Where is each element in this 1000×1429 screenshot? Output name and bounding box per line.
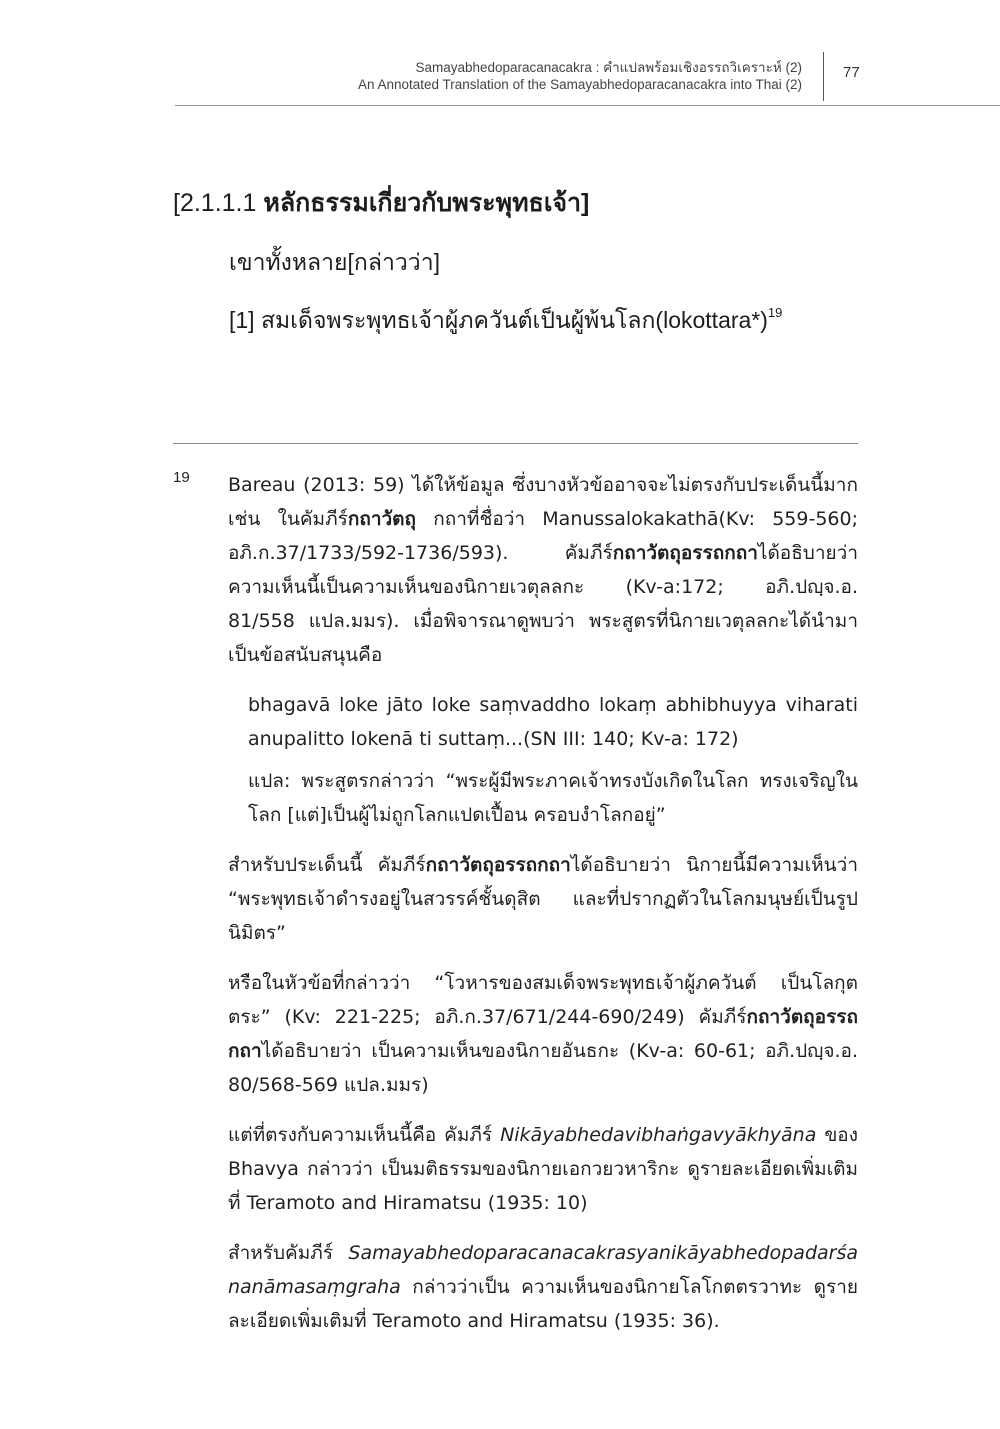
footnote-separator — [173, 443, 858, 444]
fn-p1-work-title-a: กถาวัตถุ — [347, 508, 417, 530]
fn-p3-text-c: ได้อธิบายว่า เป็นความเห็นของนิกายอันธกะ (Kv-a: 60-61; อภิ.ปญฺจ.อ. 80/568-569 แปล.มมร) — [228, 1040, 858, 1096]
fn-p3-text-a: หรือในหัวข้อที่กล่าวว่า “โวหารของสมเด็จพระพุทธเจ้าผู้ภควันต์ เป็นโลกุตตระ” (Kv: 221-225; อภิ.ก.37/671/244-690/249) คัมภีร์ — [228, 972, 858, 1028]
page-number: 77 — [843, 64, 860, 81]
fn-p5-text-c: กล่าวว่าเป็น ความเห็นของนิกายโลโกตตรวาทะ ดูรายละเอียดเพิ่มเติมที่ Teramoto and Hiramatsu (1935: 36). — [228, 1276, 858, 1332]
footnote-body — [228, 468, 858, 1354]
footnote-paragraph-5 — [228, 1236, 858, 1338]
fn-p5-work-title: Samayabhedoparacanacakrasyanikāyabhedopadarśananāmasaṃgraha — [228, 1242, 858, 1298]
header-divider-vertical — [823, 52, 824, 101]
fn-p1-text-c: กถาที่ชื่อว่า Manussalokakathā(Kv: 559-560; อภิ.ก.37/1733/592-1736/593). คัมภีร์ — [228, 508, 858, 564]
fn-p2-work-title: กถาวัตถุอรรถกถา — [425, 854, 571, 876]
fn-p2-text-c: ได้อธิบายว่า นิกายนี้มีความเห็นว่า “พระพุทธเจ้าดำรงอยู่ในสวรรค์ชั้นดุสิต และที่ปรากฏตัวในโลกมนุษย์เป็นรูปนิมิตร” — [228, 854, 858, 944]
pali-quotation: bhagavā loke jāto loke saṃvaddho lokaṃ abhibhuyya viharati anupalitto lokenā ti suttaṃ...(SN III: 140; Kv-a: 172) — [248, 694, 858, 750]
doctrine-item-1 — [229, 303, 782, 339]
running-title-thai: Samayabhedoparacanacakra : คำแปลพร้อมเชิงอรรถวิเคราะห์ (2) — [415, 60, 802, 75]
section-intro: เขาทั้งหลาย[กล่าวว่า] — [229, 249, 440, 275]
running-title-english: An Annotated Translation of the Samayabhedoparacanacakra into Thai (2) — [357, 77, 802, 92]
fn-p4-text-a: แต่ที่ตรงกับความเห็นนี้คือ คัมภีร์ — [228, 1124, 501, 1146]
fn-p2-text-a: สำหรับประเด็นนี้ คัมภีร์ — [228, 854, 426, 876]
fn-p4-work-title: Nikāyabhedavibhaṅgavyākhyāna — [500, 1124, 817, 1146]
fn-p1-text-a: Bareau (2013: 59) ได้ให้ข้อมูล ซึ่งบางหัวข้ออาจจะไม่ตรงกับประเด็นนี้มาก เช่น ในคัมภีร์ — [228, 474, 858, 530]
running-header — [0, 0, 1000, 106]
footnote-paragraph-4 — [228, 1118, 858, 1220]
section-title: หลักธรรมเกี่ยวกับพระพุทธเจ้า] — [263, 189, 590, 217]
doctrine-item-1-text: [1] สมเด็จพระพุทธเจ้าผู้ภควันต์เป็นผู้พ้นโลก(lokottara*) — [229, 307, 768, 333]
fn-p3-work-title: กถาวัตถุอรรถกถา — [228, 1006, 858, 1062]
fn-p5-text-a: สำหรับคัมภีร์ — [228, 1242, 349, 1264]
footnote-paragraph-3 — [228, 966, 858, 1102]
running-title — [358, 59, 802, 93]
header-divider-horizontal — [175, 105, 1000, 106]
section-heading — [173, 183, 589, 223]
fn-p1-work-title-b: กถาวัตถุอรรถกถา — [612, 542, 758, 564]
footnote-number: 19 — [173, 469, 190, 486]
fn-p4-text-c: ของ Bhavya กล่าวว่า เป็นมติธรรมของนิกายเอกวยวหาริกะ ดูรายละเอียดเพิ่มเติมที่ Teramoto and Hiramatsu (1935: 10) — [228, 1124, 858, 1214]
footnote-paragraph-1 — [228, 468, 858, 672]
footnote-paragraph-2 — [228, 848, 858, 950]
quotation-translation: แปล: พระสูตรกล่าวว่า “พระผู้มีพระภาคเจ้าทรงบังเกิดในโลก ทรงเจริญในโลก [แต่]เป็นผู้ไม่ถูกโลกแปดเปื้อน ครอบงำโลกอยู่” — [248, 770, 858, 826]
footnote-reference[interactable]: 19 — [767, 305, 783, 320]
section-number: [2.1.1.1 — [173, 189, 257, 217]
fn-p1-text-e: ได้อธิบายว่า ความเห็นนี้เป็นความเห็นของนิกายเวตุลลกะ (Kv-a:172; อภิ.ปญฺจ.อ. 81/558 แปล.มมร). เมื่อพิจารณาดูพบว่า พระสูตรที่นิกายเวตุลลกะได้นำมาเป็นข้อสนับสนุนคือ — [228, 542, 858, 666]
